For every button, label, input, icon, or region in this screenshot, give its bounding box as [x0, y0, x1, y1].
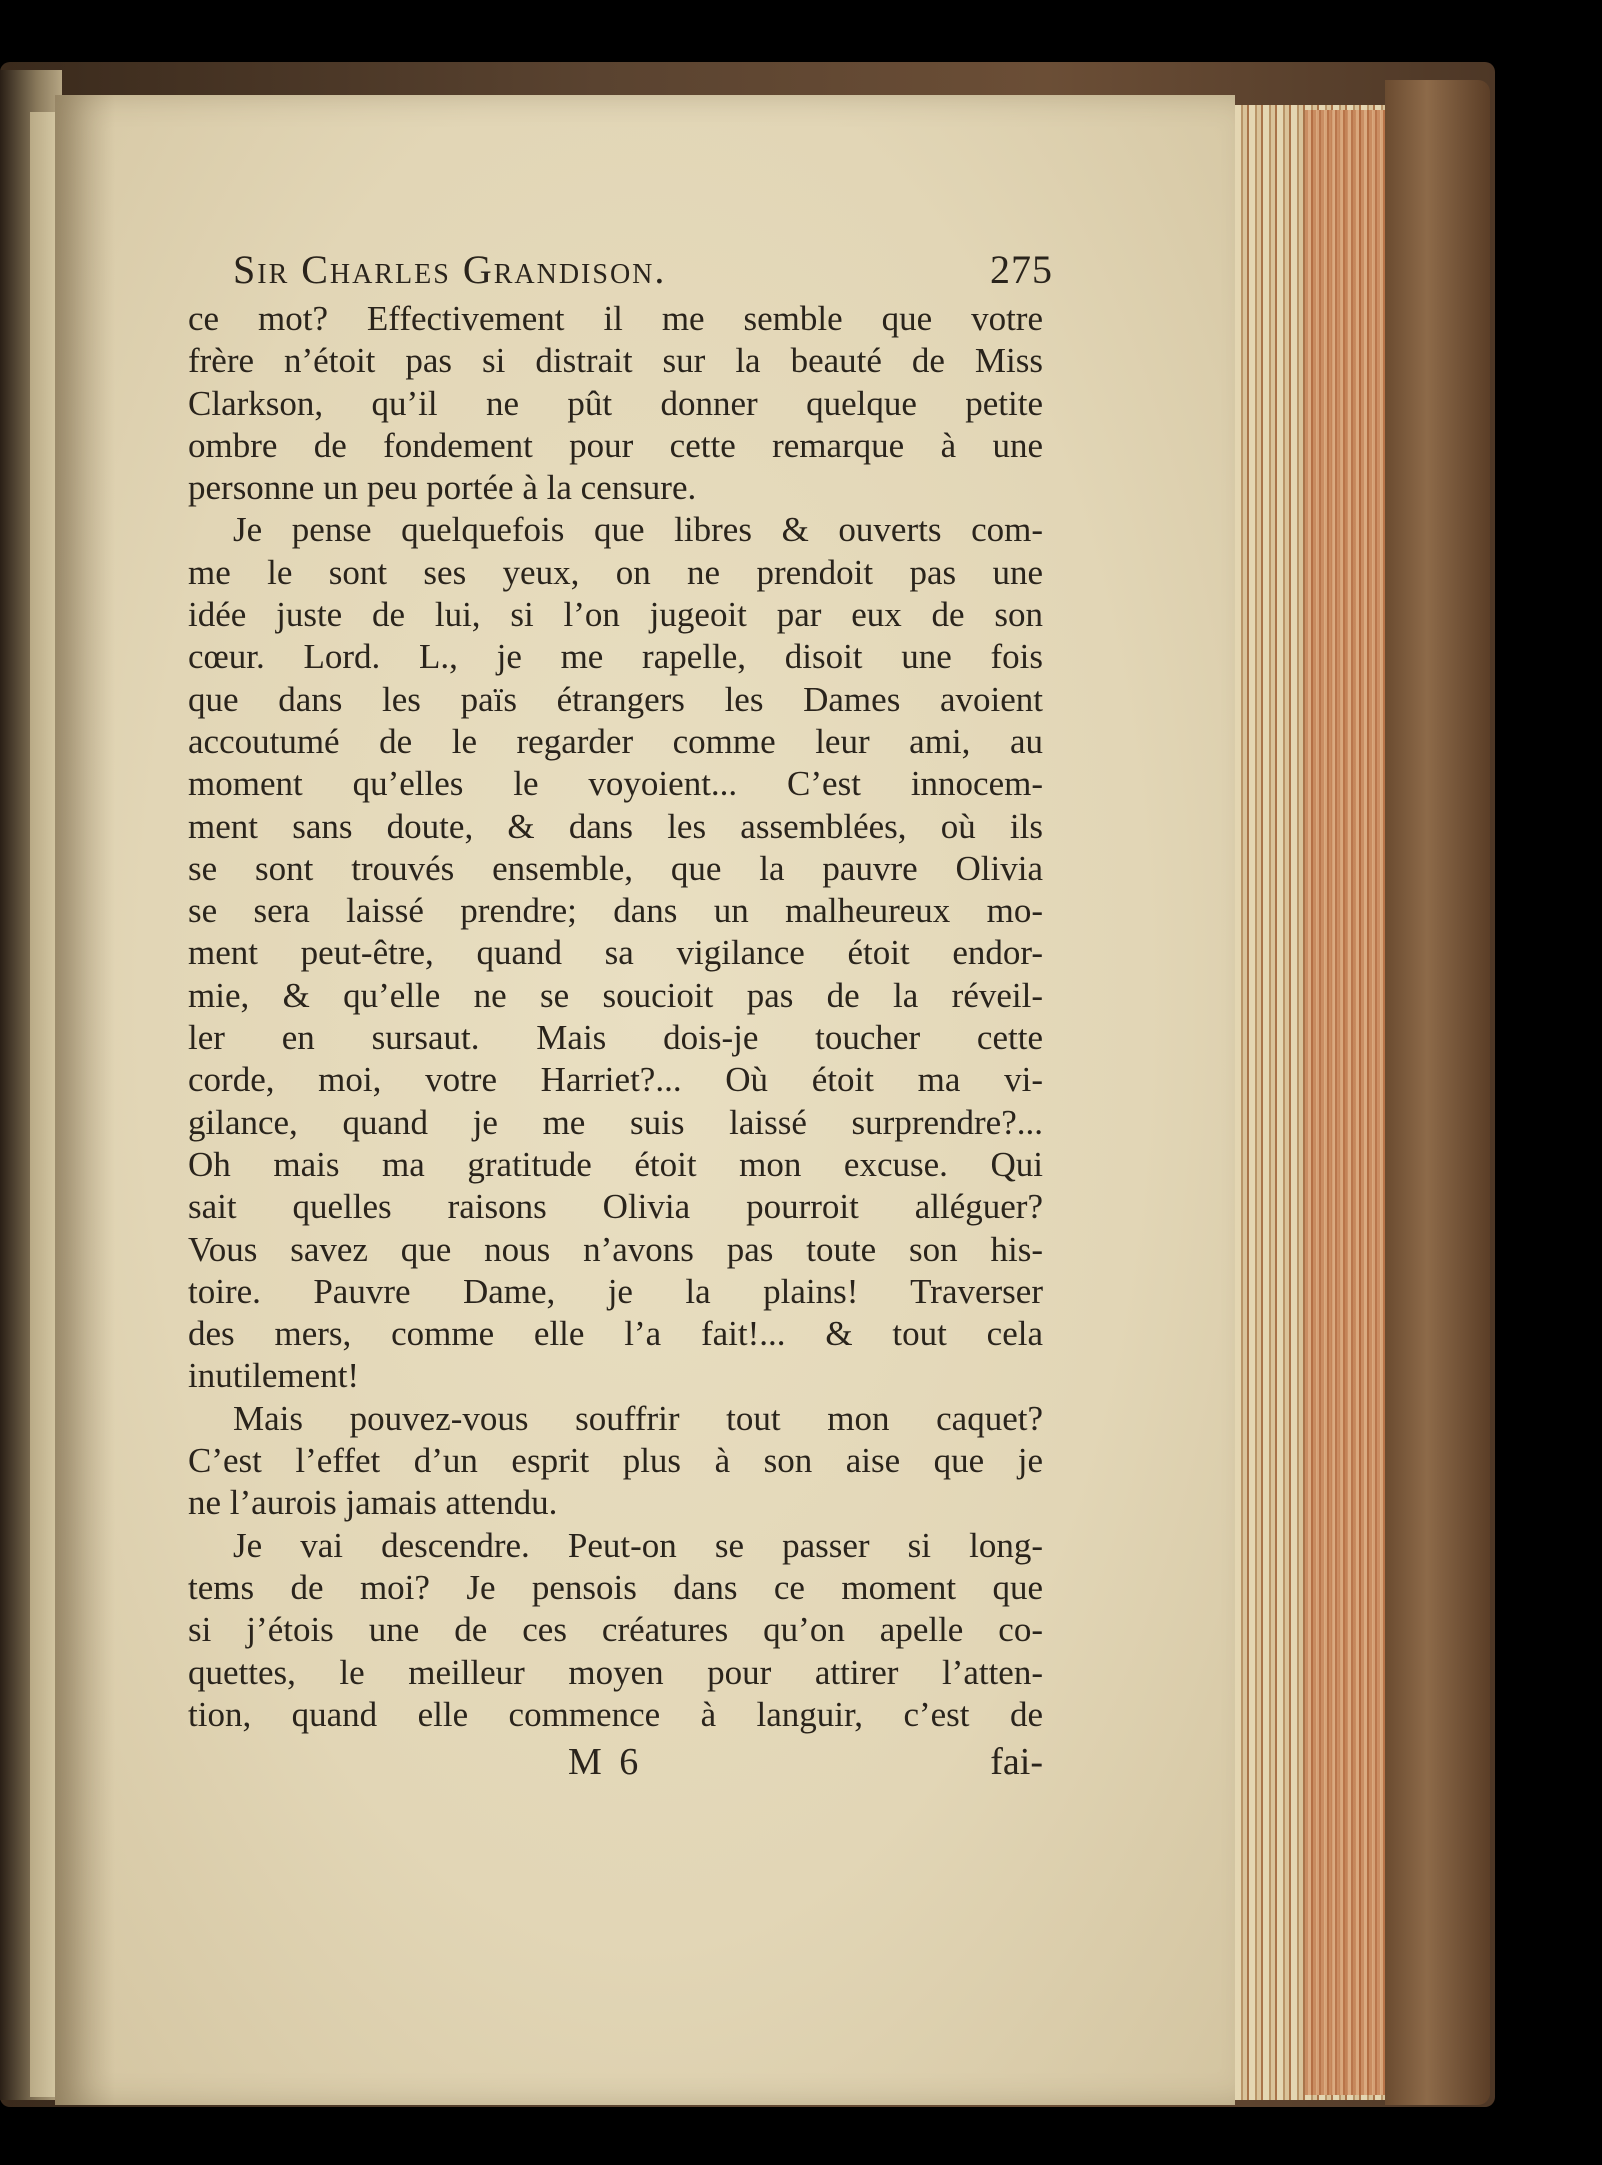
catchword: fai- [990, 1741, 1043, 1784]
text-line: ler en sursaut. Mais dois-je toucher cette [188, 1018, 1043, 1058]
text-line: ombre de fondement pour cette remarque à une [188, 425, 1043, 465]
text-line: toire. Pauvre Dame, je la plains! Traverser [188, 1271, 1043, 1311]
cover-board-edge [1385, 80, 1490, 2105]
page-footer [188, 1738, 1043, 1786]
text-line: inutilement! [188, 1356, 360, 1396]
text-line: se sera laissé prendre; dans un malheureux mo- [188, 891, 1043, 931]
text-line: mie, & qu’elle ne se soucioit pas de la réveil- [188, 975, 1043, 1015]
signature-mark: M 6 [568, 1741, 643, 1784]
text-line: des mers, comme elle l’a fait!... & tout cela [188, 1314, 1043, 1354]
text-line: personne un peu portée à la censure. [188, 468, 697, 508]
running-title: Sir Charles Grandison. [233, 247, 667, 292]
text-line: ne l’aurois jamais attendu. [188, 1483, 558, 1523]
text-line: ce mot? Effectivement il me semble que votre [188, 299, 1043, 338]
text-line: gilance, quand je me suis laissé surprendre?... [188, 1102, 1043, 1142]
text-line: ment peut-être, quand sa vigilance étoit endor- [188, 933, 1043, 973]
text-line: corde, moi, votre Harriet?... Où étoit ma vi- [188, 1060, 1043, 1100]
red-sprinkled-edge [1305, 110, 1385, 2095]
text-line: me le sont ses yeux, on ne prendoit pas une [188, 552, 1043, 592]
text-line: Clarkson, qu’il ne pût donner quelque petite [188, 383, 1043, 423]
page-number: 275 [990, 247, 1053, 292]
text-line: se sont trouvés ensemble, que la pauvre Olivia [188, 848, 1043, 888]
text-line: tion, quand elle commence à languir, c’est de [188, 1694, 1043, 1734]
text-line: sait quelles raisons Olivia pourroit alléguer? [188, 1187, 1043, 1227]
body-text [188, 298, 1043, 1736]
text-line: moment qu’elles le voyoient... C’est innocem- [188, 764, 1043, 804]
text-line: idée juste de lui, si l’on jugeoit par eux de son [188, 595, 1043, 635]
gutter-shadow [55, 95, 115, 2105]
text-line: accoutumé de le regarder comme leur ami, au [188, 721, 1043, 761]
text-line: Vous savez que nous n’avons pas toute son his- [188, 1229, 1043, 1269]
text-line: si j’étois une de ces créatures qu’on apelle co- [188, 1610, 1043, 1650]
text-line: que dans les païs étrangers les Dames avoient [188, 679, 1043, 719]
text-line: Je pense quelquefois que libres & ouverts com- [233, 510, 1043, 550]
text-line: Mais pouvez-vous souffrir tout mon caquet? [233, 1398, 1043, 1438]
text-block [188, 242, 1053, 1786]
text-line: cœur. Lord. L., je me rapelle, disoit une fois [188, 637, 1043, 677]
text-line: frère n’étoit pas si distrait sur la beauté de Miss [188, 341, 1043, 381]
text-line: tems de moi? Je pensois dans ce moment que [188, 1567, 1043, 1607]
running-head [233, 242, 1053, 298]
text-line: quettes, le meilleur moyen pour attirer l’atten- [188, 1652, 1043, 1692]
text-line: Je vai descendre. Peut-on se passer si long- [233, 1525, 1043, 1565]
text-line: ment sans doute, & dans les assemblées, où ils [188, 806, 1043, 846]
text-line: Oh mais ma gratitude étoit mon excuse. Qui [188, 1144, 1043, 1184]
text-line: C’est l’effet d’un esprit plus à son aise que je [188, 1441, 1043, 1481]
